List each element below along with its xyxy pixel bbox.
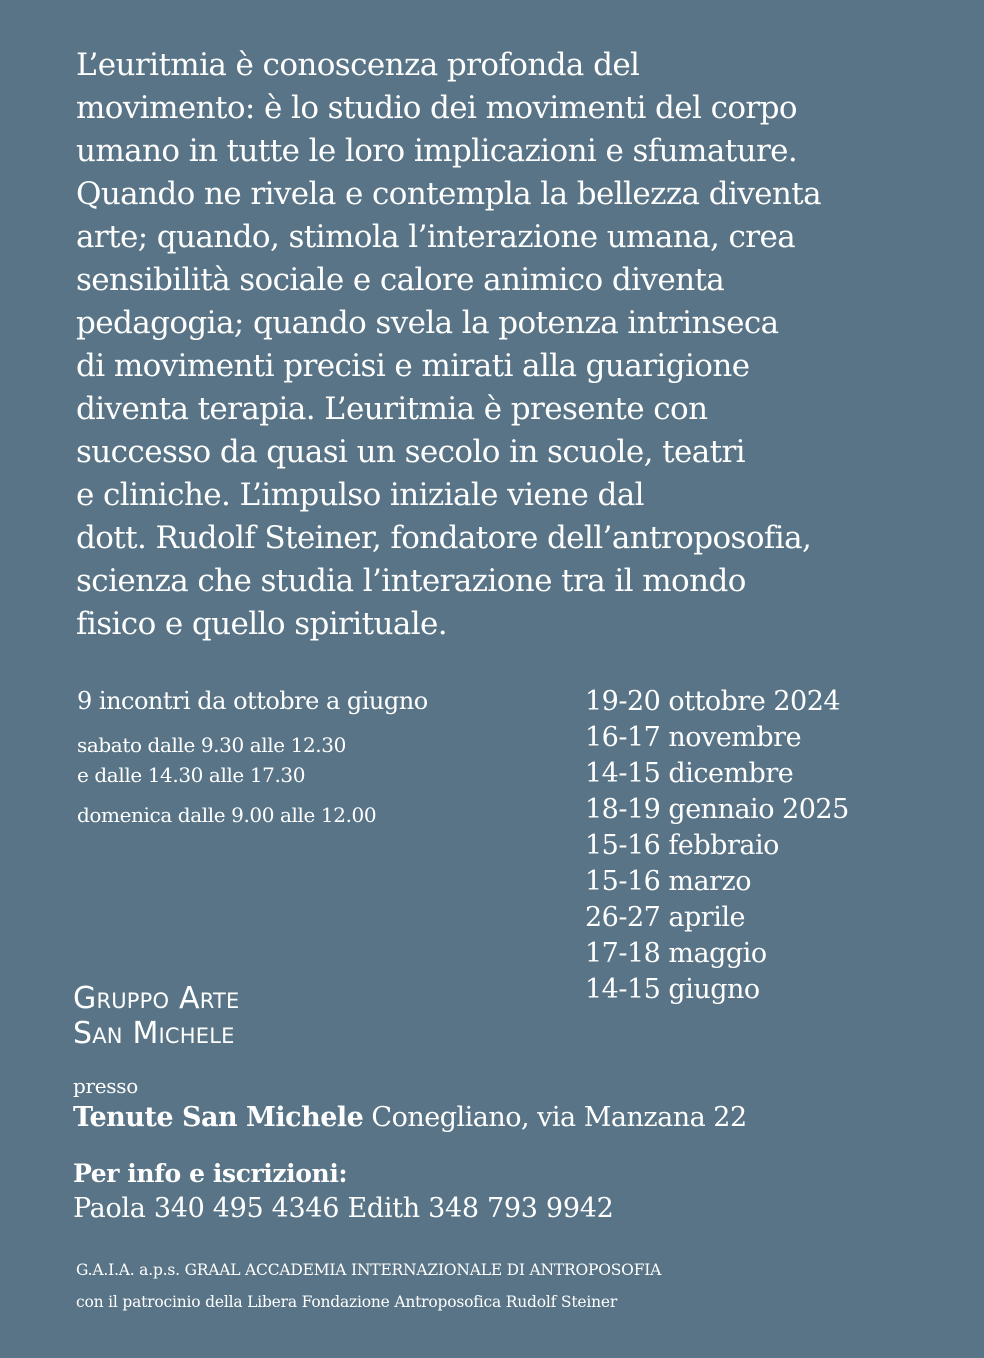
footer (76, 1254, 661, 1318)
meeting-count: 9 incontri da ottobre a giugno (77, 687, 428, 715)
venue-prefix: presso (73, 1074, 138, 1098)
info-label: Per info e iscrizioni: (73, 1159, 348, 1188)
date-item: 14-15 dicembre (585, 758, 794, 789)
venue-block (73, 1072, 747, 1136)
date-item: 26-27 aprile (585, 902, 745, 933)
date-item: 15-16 febbraio (585, 830, 779, 861)
intro-line: e cliniche. L’impulso iniziale viene dal (76, 477, 644, 513)
saturday-hours (77, 730, 547, 790)
intro-line: di movimenti precisi e mirati alla guarigione (76, 348, 750, 384)
group-name-line1: Gruppo Arte (73, 981, 240, 1016)
intro-paragraph (76, 44, 936, 646)
date-item: 15-16 marzo (585, 866, 752, 897)
saturday-hours-morning: sabato dalle 9.30 alle 12.30 (77, 733, 346, 757)
date-item: 19-20 ottobre 2024 (585, 686, 841, 717)
saturday-hours-afternoon: e dalle 14.30 alle 17.30 (77, 763, 306, 787)
intro-line: L’euritmia è conoscenza profonda del (76, 47, 640, 83)
intro-line: umano in tutte le loro implicazioni e sfumature. (76, 133, 798, 169)
schedule-block (77, 684, 547, 830)
sunday-hours: domenica dalle 9.00 alle 12.00 (77, 803, 377, 827)
info-block (73, 1157, 613, 1227)
group-logo (73, 981, 239, 1051)
patronage-note: con il patrocinio della Libera Fondazione Antroposofica Rudolf Steiner (76, 1293, 618, 1311)
intro-line: sensibilità sociale e calore animico diventa (76, 262, 725, 298)
intro-line: arte; quando, stimola l’interazione umana, crea (76, 219, 796, 255)
organization-name: G.A.I.A. a.p.s. GRAAL ACCADEMIA INTERNAZIONALE DI ANTROPOSOFIA (76, 1261, 662, 1279)
intro-line: scienza che studia l’interazione tra il mondo (76, 563, 746, 599)
venue-address-line (73, 1100, 747, 1136)
intro-line: diventa terapia. L’euritmia è presente con (76, 391, 708, 427)
group-name-line2: San Michele (73, 1016, 235, 1051)
intro-line: pedagogia; quando svela la potenza intrinseca (76, 305, 779, 341)
date-item: 14-15 giugno (585, 974, 760, 1005)
venue-address: Conegliano, via Manzana 22 (363, 1102, 747, 1133)
intro-line: Quando ne rivela e contempla la bellezza diventa (76, 176, 822, 212)
date-item: 17-18 maggio (585, 938, 767, 969)
date-item: 18-19 gennaio 2025 (585, 794, 849, 825)
intro-line: successo da quasi un secolo in scuole, teatri (76, 434, 746, 470)
intro-line: dott. Rudolf Steiner, fondatore dell’antroposofia, (76, 520, 812, 556)
intro-line: movimento: è lo studio dei movimenti del corpo (76, 90, 797, 126)
venue-name: Tenute San Michele (73, 1102, 364, 1133)
date-item: 16-17 novembre (585, 722, 802, 753)
dates-list (585, 684, 849, 1008)
intro-line: fisico e quello spirituale. (76, 606, 448, 642)
contact-phones: Paola 340 495 4346 Edith 348 793 9942 (73, 1193, 614, 1224)
